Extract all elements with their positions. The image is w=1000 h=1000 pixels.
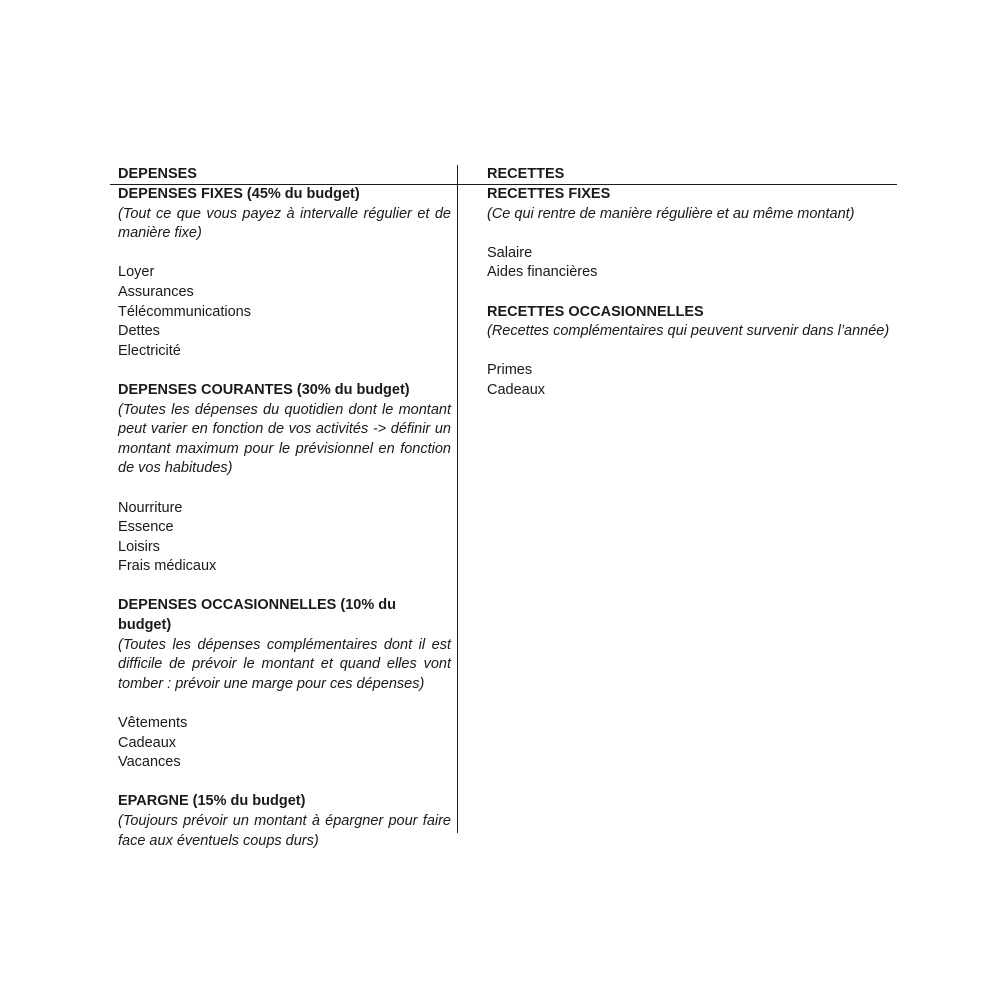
section-title-fixed-income: RECETTES FIXES xyxy=(487,186,611,202)
expenses-column xyxy=(110,165,458,849)
budget-table xyxy=(110,165,897,849)
section-description: (Toutes les dépenses du quotidien dont le montant peut varier en fonction de vos activités -> définir un montant maximum pour le prévisionnel en fonction de vos habitudes) xyxy=(118,401,451,477)
list-item: Essence xyxy=(118,519,174,536)
section-title-current-expenses: DEPENSES COURANTES (30% du budget) xyxy=(118,381,410,398)
list-item: Frais médicaux xyxy=(118,558,217,575)
section-title-savings: EPARGNE (15% du budget) xyxy=(118,793,306,810)
income-column xyxy=(458,165,897,833)
section-title-occasional-expenses: DEPENSES OCCASIONNELLES (10% du budget) xyxy=(118,597,396,634)
expenses-cell xyxy=(110,185,457,851)
section-description: (Toutes les dépenses complémentaires dont il est difficile de prévoir le montant et quand elles vont tomber : prévoir une marge pour ces dépenses) xyxy=(118,636,451,692)
income-cell xyxy=(458,185,897,401)
list-item: Dettes xyxy=(118,323,160,340)
list-item: Vacances xyxy=(118,754,181,771)
list-item: Aides financières xyxy=(487,264,598,281)
section-description: (Ce qui rentre de manière régulière et au même montant) xyxy=(487,205,855,222)
list-item: Loyer xyxy=(118,264,155,281)
expenses-header: DEPENSES xyxy=(110,165,457,185)
list-item: Primes xyxy=(487,362,533,379)
list-item: Nourriture xyxy=(118,499,183,516)
income-header: RECETTES xyxy=(458,165,897,185)
list-item: Assurances xyxy=(118,283,194,300)
list-item: Cadeaux xyxy=(487,381,546,398)
section-title-occasional-income: RECETTES OCCASIONNELLES xyxy=(487,303,704,320)
list-item: Télécommunications xyxy=(118,303,251,320)
list-item: Salaire xyxy=(487,244,533,261)
list-item: Vêtements xyxy=(118,715,188,732)
section-description: (Recettes complémentaires qui peuvent survenir dans l’année) xyxy=(487,323,890,340)
section-title-fixed-expenses: DEPENSES FIXES (45% du budget) xyxy=(118,186,360,202)
list-item: Cadeaux xyxy=(118,734,177,751)
list-item: Electricité xyxy=(118,342,181,359)
section-description: (Tout ce que vous payez à intervalle régulier et de manière fixe) xyxy=(118,205,451,242)
section-description: (Toujours prévoir un montant à épargner pour faire face aux éventuels coups durs) xyxy=(118,813,451,849)
list-item: Loisirs xyxy=(118,538,160,555)
